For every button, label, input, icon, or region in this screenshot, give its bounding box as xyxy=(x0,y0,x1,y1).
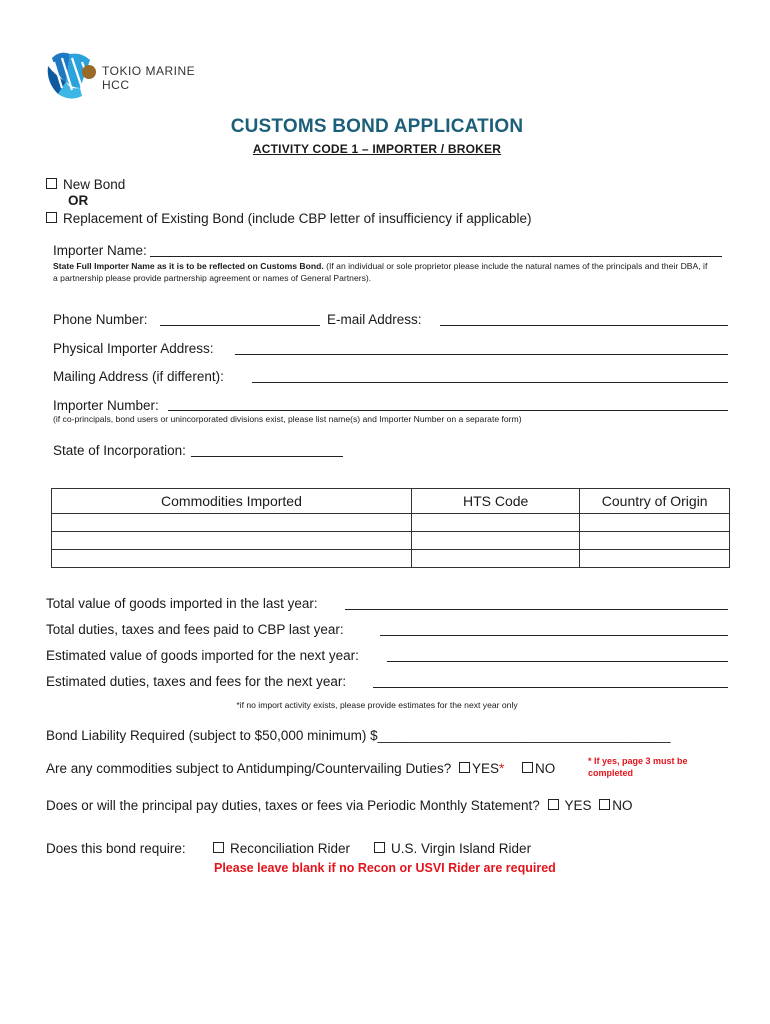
table-row xyxy=(52,514,730,532)
recon-rider-checkbox[interactable] xyxy=(213,842,224,853)
table-row xyxy=(52,532,730,550)
importer-name-note xyxy=(53,260,713,284)
antidumping-no-checkbox[interactable] xyxy=(522,762,533,773)
importer-number-note: (if co-principals, bond users or unincorporated divisions exist, please list name(s) and Importer Number on a separate form) xyxy=(53,414,522,424)
total-goods-last-year-label: Total value of goods imported in the last year: xyxy=(46,596,318,611)
physical-address-field[interactable] xyxy=(235,354,728,355)
table-cell[interactable] xyxy=(580,532,730,550)
mailing-address-label: Mailing Address (if different): xyxy=(53,369,224,384)
antidumping-question xyxy=(46,761,555,776)
header-country-of-origin: Country of Origin xyxy=(580,489,730,514)
replacement-bond-checkbox[interactable] xyxy=(46,212,57,223)
antidumping-note-line-2: completed xyxy=(588,768,634,778)
phone-field[interactable] xyxy=(160,325,320,326)
header-hts-code: HTS Code xyxy=(411,489,579,514)
or-label: OR xyxy=(68,193,89,208)
usvi-rider-label: U.S. Virgin Island Rider xyxy=(391,841,532,856)
table-row xyxy=(52,550,730,568)
table-cell[interactable] xyxy=(411,514,579,532)
usvi-rider-checkbox[interactable] xyxy=(374,842,385,853)
periodic-question xyxy=(46,798,633,813)
values-note: *if no import activity exists, please provide estimates for the next year only xyxy=(236,700,518,710)
table-cell[interactable] xyxy=(52,532,412,550)
importer-name-note-bold: State Full Importer Name as it is to be reflected on Customs Bond. xyxy=(53,261,324,271)
periodic-yes-label: YES xyxy=(564,798,592,813)
table-cell[interactable] xyxy=(580,514,730,532)
logo-line-1: TOKIO MARINE xyxy=(102,64,196,78)
antidumping-note-line-1: * If yes, page 3 must be xyxy=(588,756,688,766)
total-duties-last-year-label: Total duties, taxes and fees paid to CBP last year: xyxy=(46,622,344,637)
bond-liability[interactable]: Bond Liability Required (subject to $50,000 minimum) $_______________________________________ xyxy=(46,728,671,743)
company-logo xyxy=(44,48,214,104)
page-title: CUSTOMS BOND APPLICATION xyxy=(230,116,524,137)
physical-address-label: Physical Importer Address: xyxy=(53,341,214,356)
rider-warning: Please leave blank if no Recon or USVI Rider are required xyxy=(214,861,556,875)
new-bond-option[interactable] xyxy=(46,177,125,192)
total-goods-last-year-field[interactable] xyxy=(345,609,728,610)
tokio-marine-emblem-icon xyxy=(44,48,100,104)
importer-number-field[interactable] xyxy=(168,410,728,411)
antidumping-yes-label: YES xyxy=(471,761,499,776)
logo-line-2: HCC xyxy=(102,78,130,92)
est-duties-next-year-field[interactable] xyxy=(373,687,728,688)
replacement-bond-option[interactable] xyxy=(46,211,532,226)
importer-name-note-rest: (If an individual or sole proprietor please include the natural names of the principals and their DBA, if a partnership please provide partnership agreement or names of General Partners). xyxy=(53,261,708,283)
page-subtitle: ACTIVITY CODE 1 – IMPORTER / BROKER xyxy=(252,142,502,156)
rider-label: Does this bond require: xyxy=(46,841,186,856)
est-duties-next-year-label: Estimated duties, taxes and fees for the next year: xyxy=(46,674,347,689)
state-incorporation-label: State of Incorporation: xyxy=(53,443,186,458)
replacement-bond-label: Replacement of Existing Bond (include CBP letter of insufficiency if applicable) xyxy=(63,211,532,226)
antidumping-no-label: NO xyxy=(535,761,556,776)
antidumping-note xyxy=(588,755,688,779)
antidumping-yes-checkbox[interactable] xyxy=(459,762,470,773)
est-goods-next-year-label: Estimated value of goods imported for the next year: xyxy=(46,648,359,663)
commodities-table xyxy=(51,488,730,568)
table-cell[interactable] xyxy=(52,514,412,532)
state-incorporation-field[interactable] xyxy=(191,456,343,457)
table-cell[interactable] xyxy=(52,550,412,568)
email-field[interactable] xyxy=(440,325,728,326)
recon-rider-label: Reconciliation Rider xyxy=(230,841,351,856)
total-duties-last-year-field[interactable] xyxy=(380,635,728,636)
usvi-rider-option[interactable] xyxy=(374,841,531,856)
email-label: E-mail Address: xyxy=(327,312,422,327)
antidumping-asterisk: * xyxy=(499,761,505,776)
mailing-address-field[interactable] xyxy=(252,382,728,383)
new-bond-checkbox[interactable] xyxy=(46,178,57,189)
table-header-row xyxy=(52,489,730,514)
importer-number-label: Importer Number: xyxy=(53,398,159,413)
periodic-no-label: NO xyxy=(612,798,633,813)
importer-name-field[interactable] xyxy=(150,256,722,257)
periodic-no-checkbox[interactable] xyxy=(599,799,610,810)
periodic-yes-checkbox[interactable] xyxy=(548,799,559,810)
est-goods-next-year-field[interactable] xyxy=(387,661,728,662)
table-cell[interactable] xyxy=(411,550,579,568)
periodic-question-text: Does or will the principal pay duties, taxes or fees via Periodic Monthly Statement? xyxy=(46,798,540,813)
new-bond-label: New Bond xyxy=(63,177,126,192)
recon-rider-option[interactable] xyxy=(213,841,350,856)
header-commodities: Commodities Imported xyxy=(52,489,412,514)
antidumping-question-text: Are any commodities subject to Antidumping/Countervailing Duties? xyxy=(46,761,452,776)
table-cell[interactable] xyxy=(411,532,579,550)
table-cell[interactable] xyxy=(580,550,730,568)
importer-name-label: Importer Name: xyxy=(53,243,147,258)
phone-label: Phone Number: xyxy=(53,312,148,327)
